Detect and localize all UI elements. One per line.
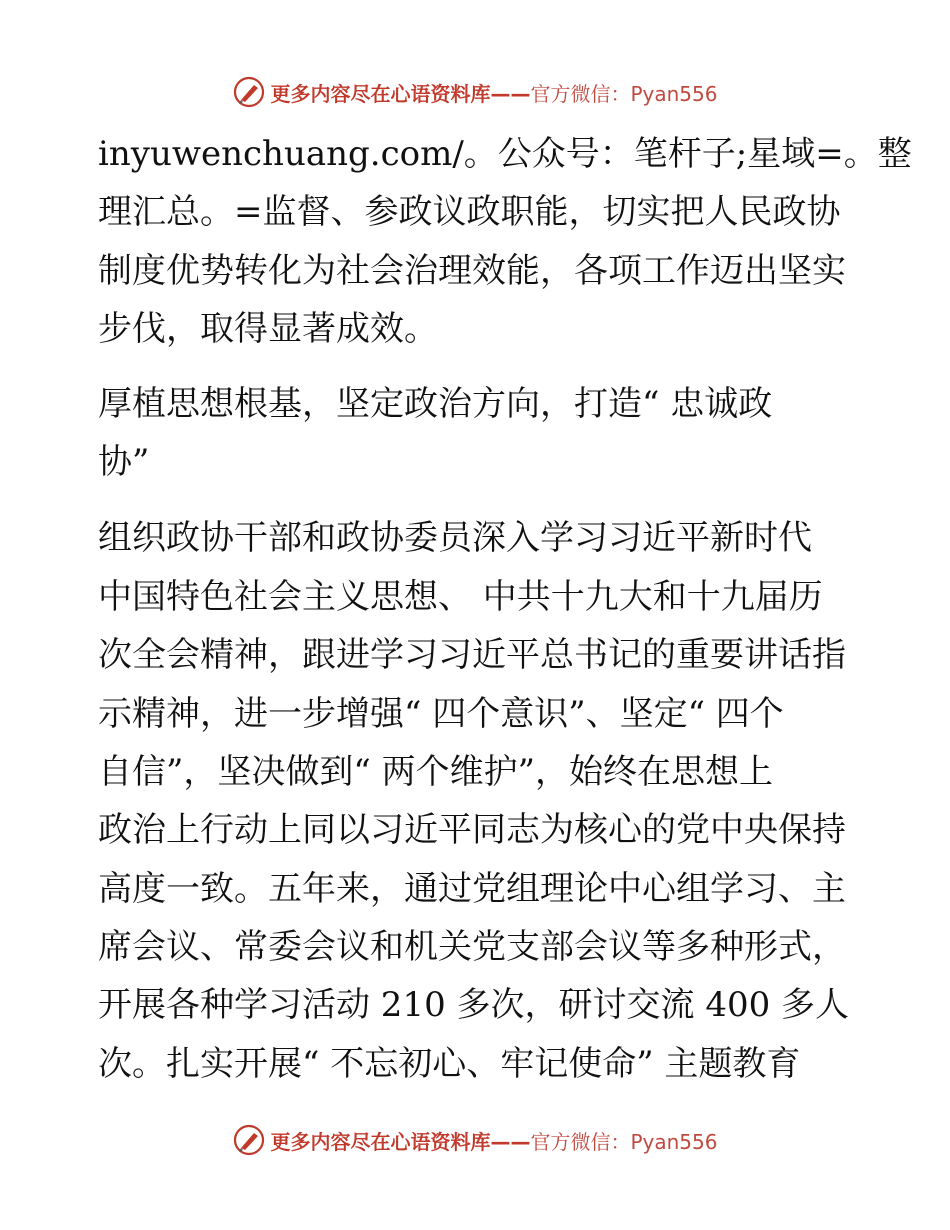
text-line: 协” [98,441,150,482]
section-heading [98,375,858,492]
banner-text [270,1126,717,1155]
text-line: 次全会精神，跟进学习习近平总书记的重要讲话指 [98,635,846,676]
paragraph-1 [98,125,912,359]
pen-logo-icon [232,75,266,109]
banner-site-name: 更多内容尽在心语资料库 [270,1129,491,1154]
text-line: 高度一致。五年来，通过党组理论中心组学习、主 [98,868,846,909]
text-line: 示精神，进一步增强“ 四个意识”、坚定“ 四个 [98,693,784,734]
text-line: 开展各种学习活动 210 多次，研讨交流 400 多人 [98,985,850,1026]
text-line: inyuwenchuang.com/。公众号：笔杆子;星域=。整 [98,134,912,174]
paragraph-2 [98,509,858,1093]
text-line: 次。扎实开展“ 不忘初心、牢记使命” 主题教育 [98,1043,801,1084]
text-line: 自信”，坚决做到“ 两个维护”，始终在思想上 [98,751,773,792]
banner-dash: —— [490,1129,531,1154]
text-line: 中国特色社会主义思想、 中共十九大和十九届历 [98,576,823,617]
text-line: 制度优势转化为社会治理效能，各项工作迈出坚实 [98,250,846,291]
banner-site-name: 更多内容尽在心语资料库 [270,81,491,106]
text-line: 席会议、常委会议和机关党支部会议等多种形式， [98,927,846,968]
pen-logo-icon [232,1123,266,1157]
banner-text [270,78,717,107]
text-line: 厚植思想根基，坚定政治方向，打造“ 忠诚政 [98,383,773,424]
banner-wechat: 官方微信：Pyan556 [530,81,718,106]
document-body [98,125,912,1093]
text-line: 步伐，取得显著成效。 [98,309,438,350]
banner-dash: —— [490,81,531,106]
footer-watermark-banner [0,1120,950,1160]
text-line: 理汇总。=监督、参政议政职能，切实把人民政协 [98,192,841,233]
header-watermark-banner [0,72,950,112]
text-line: 政治上行动上同以习近平同志为核心的党中央保持 [98,810,846,851]
banner-wechat: 官方微信：Pyan556 [530,1129,718,1154]
text-line: 组织政协干部和政协委员深入学习习近平新时代 [98,518,812,559]
